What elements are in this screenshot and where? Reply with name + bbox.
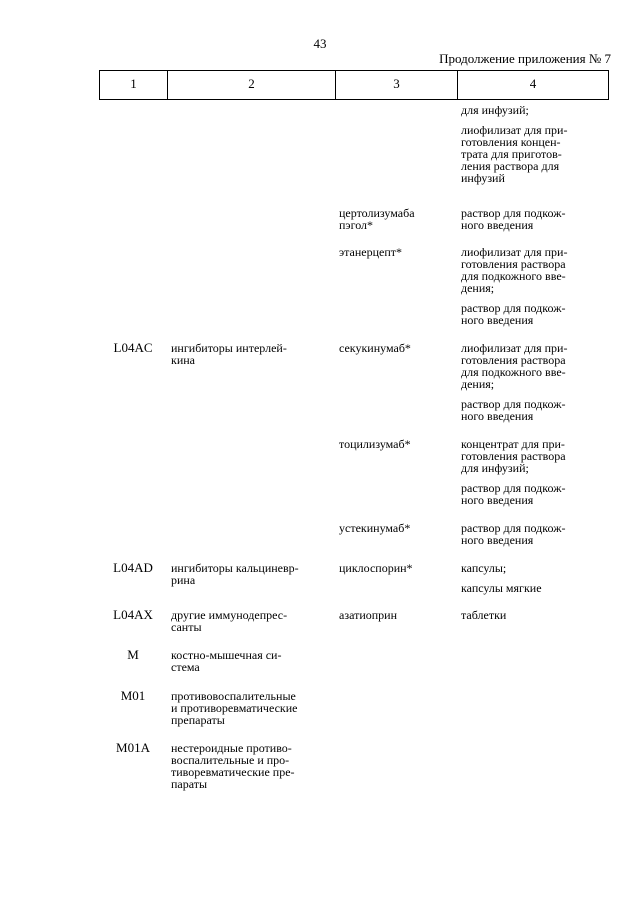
table-row <box>99 207 609 231</box>
atc-code: L04AC <box>113 340 153 355</box>
dosage-form: лиофилизат для при- готовления раствора для подкожного вве- дения; <box>461 341 568 391</box>
group-name: костно-мышечная си- стема <box>171 648 282 674</box>
dosage-forms <box>457 562 609 594</box>
drug-name: тоцилизумаб* <box>339 437 411 451</box>
atc-code: M <box>127 647 139 662</box>
drug-name <box>335 104 457 184</box>
column-header-4: 4 <box>529 76 537 91</box>
atc-code <box>99 246 167 326</box>
group-name <box>167 438 335 506</box>
dosage-form: раствор для подкож- ного введения <box>461 301 566 327</box>
atc-code <box>99 104 167 184</box>
table-row <box>99 742 609 790</box>
dosage-forms <box>457 742 609 790</box>
group-name: другие иммунодепрес- санты <box>171 608 288 634</box>
dosage-forms <box>457 104 609 184</box>
dosage-form: капсулы; <box>461 561 507 575</box>
table-body <box>99 104 609 790</box>
dosage-forms <box>457 207 609 231</box>
table-row <box>99 649 609 673</box>
drug-name: устекинумаб* <box>339 521 411 535</box>
table-row <box>99 690 609 726</box>
dosage-form: концентрат для при- готовления раствора для инфузий; <box>461 437 566 475</box>
continuation-note: Продолжение приложения № 7 <box>439 51 611 66</box>
dosage-form: раствор для подкож- ного введения <box>461 206 566 232</box>
drug-name <box>335 742 457 790</box>
table-row <box>99 522 609 546</box>
atc-code <box>99 207 167 231</box>
group-name <box>167 207 335 231</box>
dosage-form: раствор для подкож- ного введения <box>461 397 566 423</box>
page-number: 43 <box>313 36 327 51</box>
drug-name: циклоспорин* <box>339 561 413 575</box>
dosage-form: лиофилизат для при- готовления раствора для подкожного вве- дения; <box>461 245 568 295</box>
drug-name: азатиоприн <box>339 608 398 622</box>
dosage-forms <box>457 690 609 726</box>
table-row <box>99 342 609 422</box>
drug-name: секукинумаб* <box>339 341 411 355</box>
group-name: ингибиторы кальциневр- рина <box>171 561 299 587</box>
dosage-form: раствор для подкож- ного введения <box>461 481 566 507</box>
column-header-3: 3 <box>336 71 458 99</box>
table-header <box>99 70 609 100</box>
dosage-form: для инфузий; <box>461 103 529 117</box>
dosage-form: капсулы мягкие <box>461 581 542 595</box>
atc-code: M01 <box>120 688 146 703</box>
column-header-1: 1 <box>100 71 168 99</box>
atc-code: L04AD <box>113 560 153 575</box>
dosage-forms <box>457 246 609 326</box>
drug-name: этанерцепт* <box>339 245 403 259</box>
table-row <box>99 438 609 506</box>
table-row <box>99 609 609 633</box>
group-name <box>167 246 335 326</box>
group-name <box>167 104 335 184</box>
group-name: противовоспалительные и противоревматические препараты <box>171 689 298 727</box>
dosage-forms <box>457 609 609 633</box>
drug-name <box>335 649 457 673</box>
dosage-forms <box>457 438 609 506</box>
dosage-form: раствор для подкож- ного введения <box>461 521 566 547</box>
atc-code <box>99 438 167 506</box>
drug-name <box>335 690 457 726</box>
atc-code: L04AX <box>113 607 153 622</box>
dosage-forms <box>457 649 609 673</box>
drug-name: цертолизумаба пэгол* <box>339 206 415 232</box>
group-name: ингибиторы интерлей- кина <box>171 341 287 367</box>
dosage-forms <box>457 522 609 546</box>
dosage-form: таблетки <box>461 608 507 622</box>
group-name <box>167 522 335 546</box>
table-row <box>99 562 609 594</box>
atc-code <box>99 522 167 546</box>
dosage-forms <box>457 342 609 422</box>
dosage-form: лиофилизат для при- готовления концен- трата для приготов- ления раствора для инфузий <box>461 123 568 185</box>
atc-code: M01A <box>116 740 150 755</box>
table-row <box>99 104 609 184</box>
column-header-2: 2 <box>168 71 336 99</box>
table-row <box>99 246 609 326</box>
group-name: нестероидные противо- воспалительные и про- тиворевматические пре- параты <box>171 741 295 791</box>
